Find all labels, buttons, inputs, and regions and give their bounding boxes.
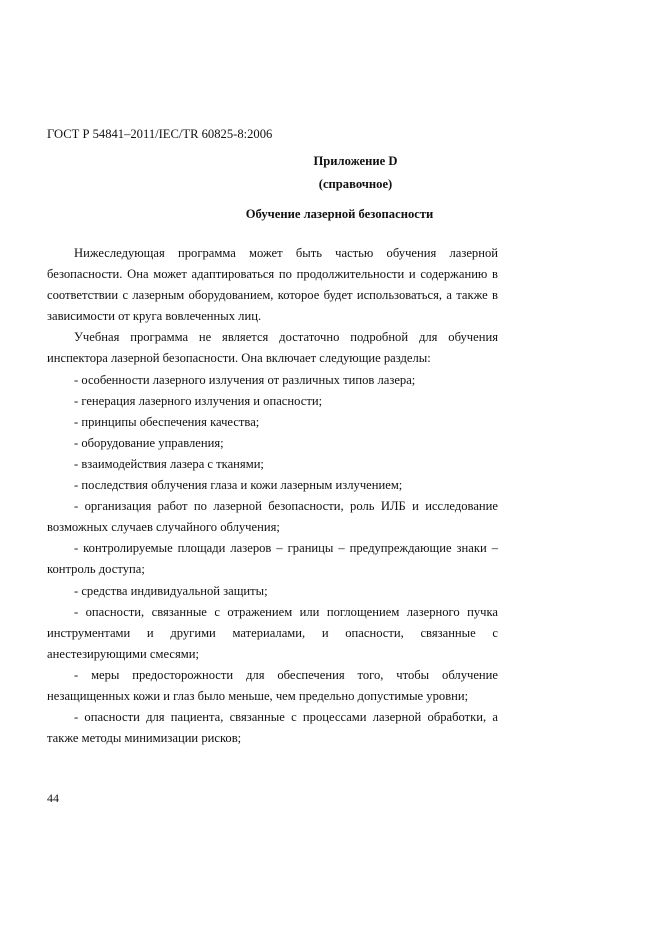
paragraph: Нижеследующая программа может быть частью обучения лазерной безопасности. Она может адаптироваться по продолжительности и содержанию в соответствии с лазерным оборудованием, которое будет использоваться, а также в зависимости от круга вовлеченных лиц.	[47, 246, 498, 324]
list-item: - особенности лазерного излучения от различных типов лазера;	[74, 372, 416, 387]
paragraph: Учебная программа не является достаточно подробной для обучения инспектора лазерной безопасности. Она включает следующие разделы:	[47, 330, 498, 366]
document-header: ГОСТ Р 54841–2011/IEC/TR 60825-8:2006	[47, 127, 273, 141]
list-item: - средства индивидуальной защиты;	[74, 583, 268, 598]
page-number: 44	[47, 791, 59, 805]
list-item: - взаимодействия лазера с тканями;	[74, 456, 264, 471]
list-item: - последствия облучения глаза и кожи лазерным излучением;	[74, 478, 403, 493]
annex-title: Приложение D	[313, 154, 398, 168]
list-item: - опасности, связанные с отражением или поглощением лазерного пучка инструментами и другими материалами, и опасности, связанные с анестезирующими смесями;	[47, 604, 498, 661]
list-item: - организация работ по лазерной безопасности, роль ИЛБ и исследование возможных случаев случайного облучения;	[47, 499, 498, 535]
annex-subtitle: (справочное)	[318, 177, 393, 191]
list-item: - контролируемые площади лазеров – границы – предупреждающие знаки – контроль доступа;	[47, 541, 498, 577]
list-item: - опасности для пациента, связанные с процессами лазерной обработки, а также методы минимизации рисков;	[47, 710, 498, 746]
list-item: - оборудование управления;	[74, 435, 224, 450]
section-heading: Обучение лазерной безопасности	[245, 207, 434, 221]
document-body	[47, 243, 498, 749]
list-item: - меры предосторожности для обеспечения того, чтобы облучение незащищенных кожи и глаз было меньше, чем предельно допустимые уровни;	[47, 667, 498, 703]
list-item: - генерация лазерного излучения и опасности;	[74, 393, 323, 408]
list-item: - принципы обеспечения качества;	[74, 414, 260, 429]
